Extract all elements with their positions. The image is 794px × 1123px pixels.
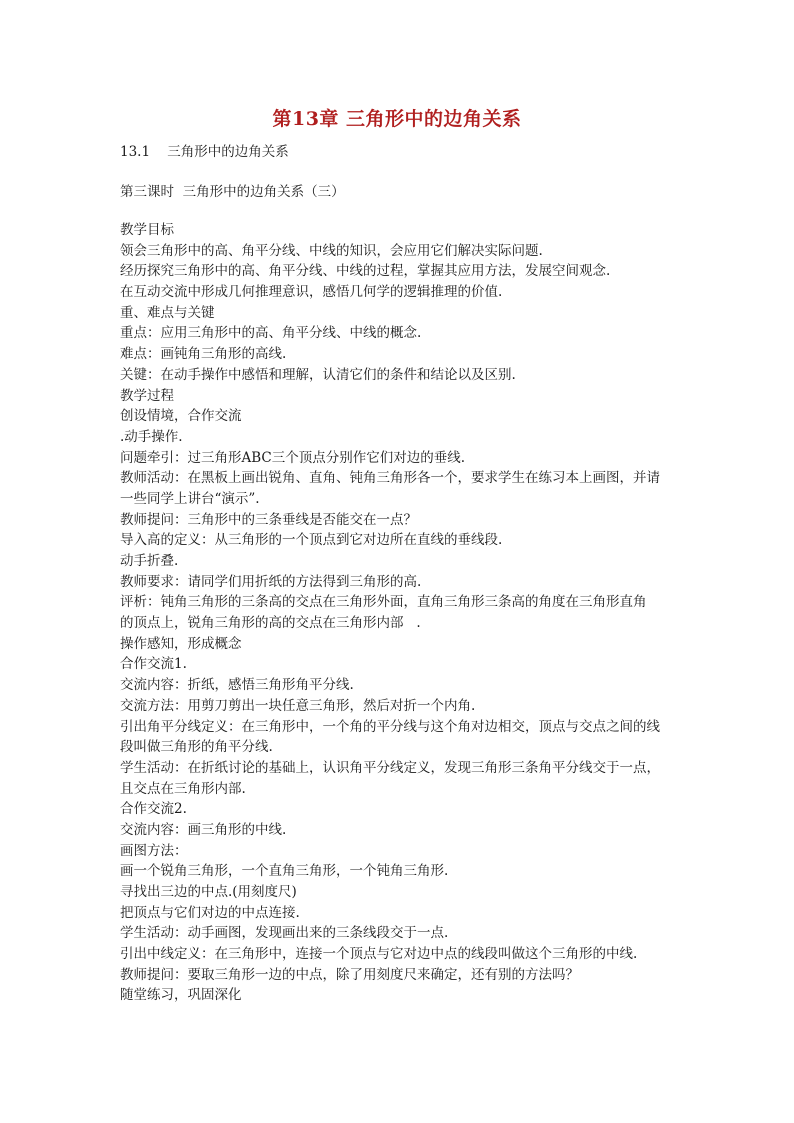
text-line: 的顶点上，锐角三角形的高的交点在三角形内部 . (120, 615, 421, 632)
text-line: 领会三角形中的高、角平分线、中线的知识，会应用它们解决实际问题. (120, 242, 543, 259)
text-line: 重点：应用三角形中的高、角平分线、中线的概念. (120, 325, 422, 342)
text-line: 且交点在三角形内部. (120, 780, 246, 797)
text-line: 交流内容：画三角形的中线. (120, 821, 287, 838)
text-line: 合作交流2. (120, 801, 187, 818)
chapter-title: 第13章 三角形中的边角关系 (272, 108, 522, 130)
text-line: 问题牵引：过三角形ABC三个顶点分别作它们对边的垂线. (120, 449, 466, 466)
text-line: 教学过程 (120, 387, 174, 404)
text-line: 学生活动：在折纸讨论的基础上，认识角平分线定义，发现三角形三条角平分线交于一点， (120, 759, 660, 776)
text-line: 段叫做三角形的角平分线. (120, 739, 273, 756)
lesson-body (120, 220, 680, 1006)
text-line: 教师要求：请同学们用折纸的方法得到三角形的高. (120, 573, 422, 590)
text-line: 教师提问：要取三角形一边的中点，除了用刻度尺来确定，还有别的方法吗？ (120, 966, 579, 983)
text-line: 合作交流1. (120, 656, 187, 673)
text-line: 在互动交流中形成几何推理意识，感悟几何学的逻辑推理的价值. (120, 284, 503, 301)
text-line: 把顶点与它们对边的中点连接. (120, 904, 300, 921)
lesson-heading: 第三课时 三角形中的边角关系（三） (120, 184, 345, 200)
text-line: 教师提问：三角形中的三条垂线是否能交在一点？ (120, 511, 417, 528)
text-line: 操作感知，形成概念 (120, 635, 242, 652)
text-line: 学生活动：动手画图，发现画出来的三条线段交于一点. (120, 925, 449, 942)
text-line: 创设情境，合作交流 (120, 408, 242, 425)
text-line: 寻找出三边的中点.(用刻度尺) (120, 884, 297, 900)
text-line: 导入高的定义：从三角形的一个顶点到它对边所在直线的垂线段. (120, 532, 503, 549)
text-line: 教学目标 (120, 222, 174, 238)
text-line: 随堂练习，巩固深化 (120, 987, 242, 1004)
text-line: 交流方法：用剪刀剪出一块任意三角形，然后对折一个内角. (120, 697, 476, 714)
text-line: 画图方法： (120, 842, 188, 859)
text-line: 引出中线定义：在三角形中，连接一个顶点与它对边中点的线段叫做这个三角形的中线. (120, 946, 638, 963)
text-line: .动手操作. (120, 428, 183, 445)
text-line: 引出角平分线定义：在三角形中，一个角的平分线与这个角对边相交，顶点与交点之间的线 (120, 718, 660, 735)
section-heading: 13.1 三角形中的边角关系 (120, 144, 289, 160)
text-line: 评析：钝角三角形的三条高的交点在三角形外面，直角三角形三条高的角度在三角形直角 (120, 594, 647, 611)
text-line: 动手折叠. (120, 553, 179, 569)
text-line: 教师活动：在黑板上画出锐角、直角、钝角三角形各一个，要求学生在练习本上画图，并请 (120, 470, 660, 487)
text-line: 画一个锐角三角形，一个直角三角形，一个钝角三角形. (120, 863, 449, 880)
text-line: 难点：画钝角三角形的高线. (120, 346, 287, 363)
text-line: 一些同学上讲台“演示”. (120, 490, 260, 507)
text-line: 交流内容：折纸，感悟三角形角平分线. (120, 677, 354, 694)
text-line: 重、难点与关键 (120, 304, 215, 321)
text-line: 关键：在动手操作中感悟和理解，认清它们的条件和结论以及区别. (120, 366, 516, 383)
text-line: 经历探究三角形中的高、角平分线、中线的过程，掌握其应用方法，发展空间观念. (120, 263, 611, 280)
